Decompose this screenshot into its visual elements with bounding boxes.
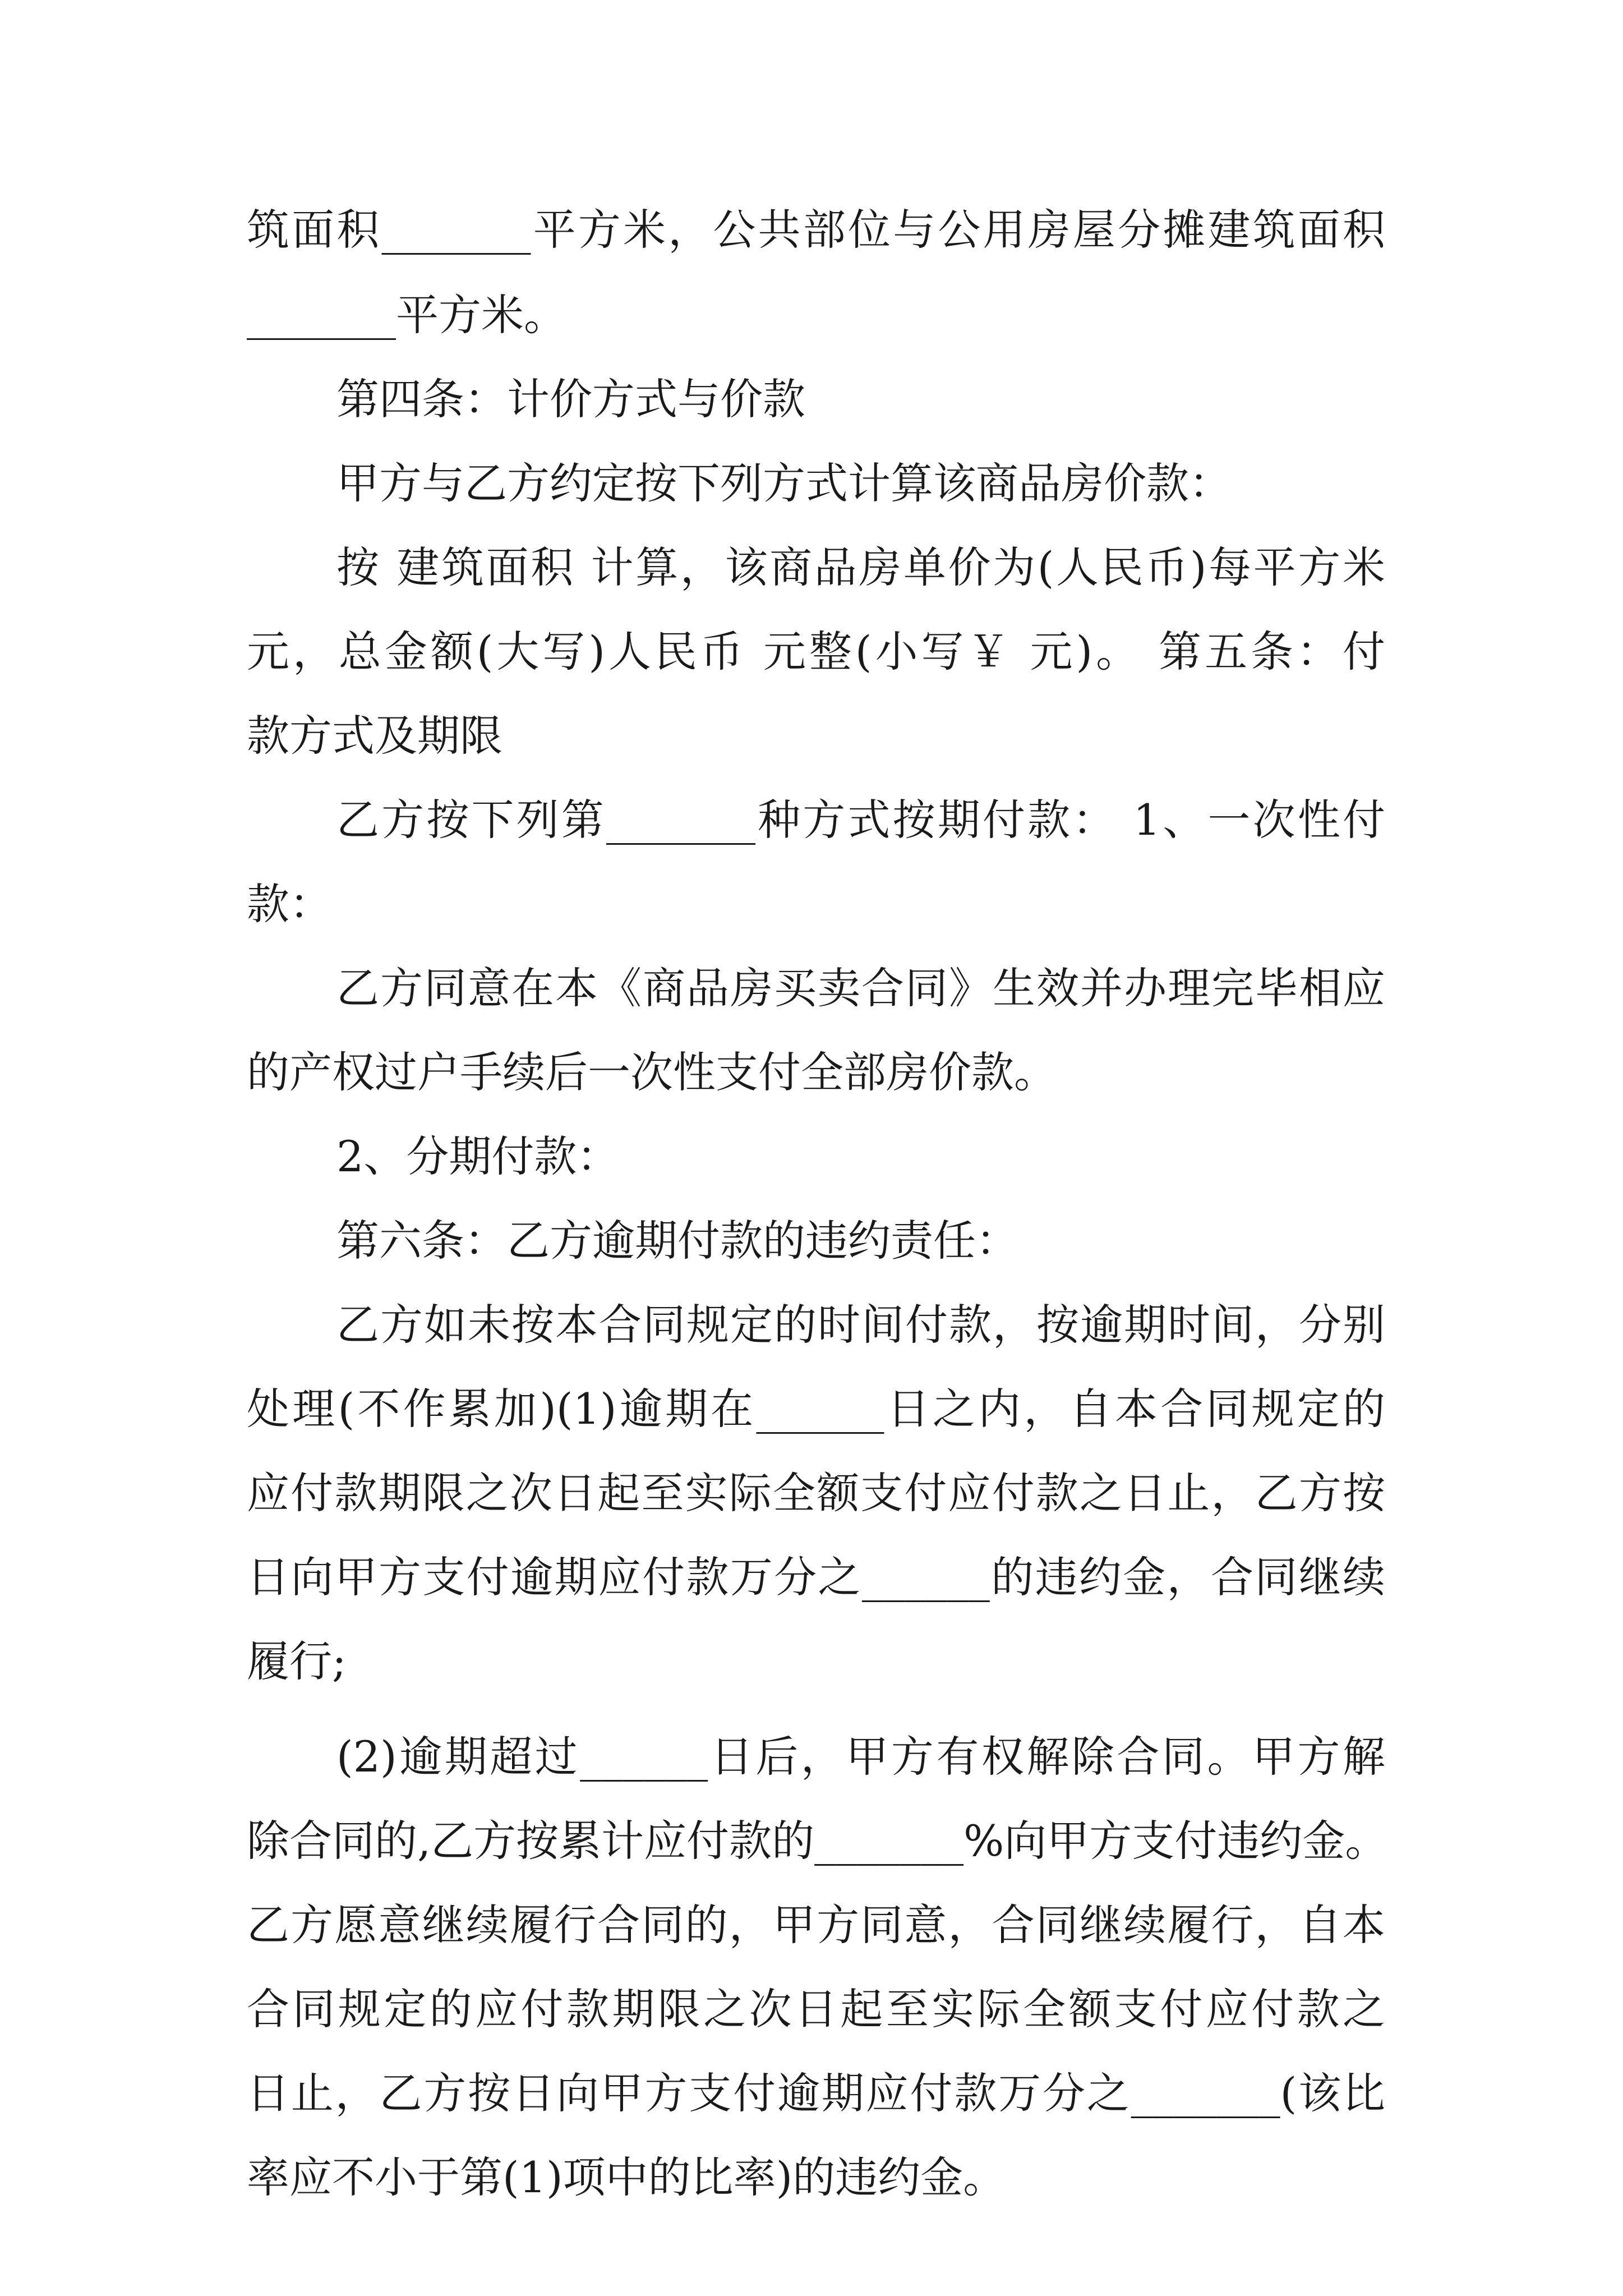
text-line-9: 款： [247, 879, 332, 929]
text-line-1: 筑面积_______平方米，公共部位与公用房屋分摊建筑面积 [247, 205, 1385, 255]
text-line-16: 应付款期限之次日起至实际全额支付应付款之日止，乙方按 [247, 1468, 1385, 1518]
text-line-7: 款方式及期限 [247, 711, 502, 761]
text-line-2: _______平方米。 [247, 290, 566, 340]
text-line-18: 履行; [247, 1636, 347, 1686]
article-4-heading: 第四条：计价方式与价款 [336, 374, 805, 424]
text-line-14: 乙方如未按本合同规定的时间付款，按逾期时间，分别 [336, 1300, 1385, 1350]
text-line-23: 日止，乙方按日向甲方支付逾期应付款万分之_______(该比 [247, 2068, 1385, 2118]
text-line-17: 日向甲方支付逾期应付款万分之______的违约金，合同继续 [247, 1552, 1385, 1602]
text-line-12: 2、分期付款： [336, 1131, 620, 1181]
text-line-22: 合同规定的应付款期限之次日起至实际全额支付应付款之 [247, 1984, 1385, 2034]
text-line-15: 处理(不作累加)(1)逾期在______日之内，自本合同规定的 [247, 1384, 1385, 1434]
text-line-20: 除合同的,乙方按累计应付款的_______%向甲方支付违约金。 [247, 1816, 1388, 1866]
article-6-heading: 第六条：乙方逾期付款的违约责任： [336, 1216, 1018, 1266]
text-line-11: 的产权过户手续后一次性支付全部房价款。 [247, 1047, 1057, 1097]
text-line-10: 乙方同意在本《商品房买卖合同》生效并办理完毕相应 [336, 963, 1385, 1013]
text-line-5: 按 建筑面积 计算，该商品房单价为(人民币)每平方米 [336, 542, 1385, 592]
text-line-24: 率应不小于第(1)项中的比率)的违约金。 [247, 2152, 1006, 2202]
text-line-6: 元，总金额(大写)人民币 元整(小写￥ 元)。 第五条：付 [247, 627, 1385, 677]
text-line-4: 甲方与乙方约定按下列方式计算该商品房价款： [336, 458, 1232, 508]
text-line-8: 乙方按下列第_______种方式按期付款： 1、一次性付 [336, 795, 1385, 845]
text-line-19: (2)逾期超过______日后，甲方有权解除合同。甲方解 [336, 1732, 1385, 1782]
text-line-21: 乙方愿意继续履行合同的，甲方同意，合同继续履行，自本 [247, 1900, 1385, 1950]
